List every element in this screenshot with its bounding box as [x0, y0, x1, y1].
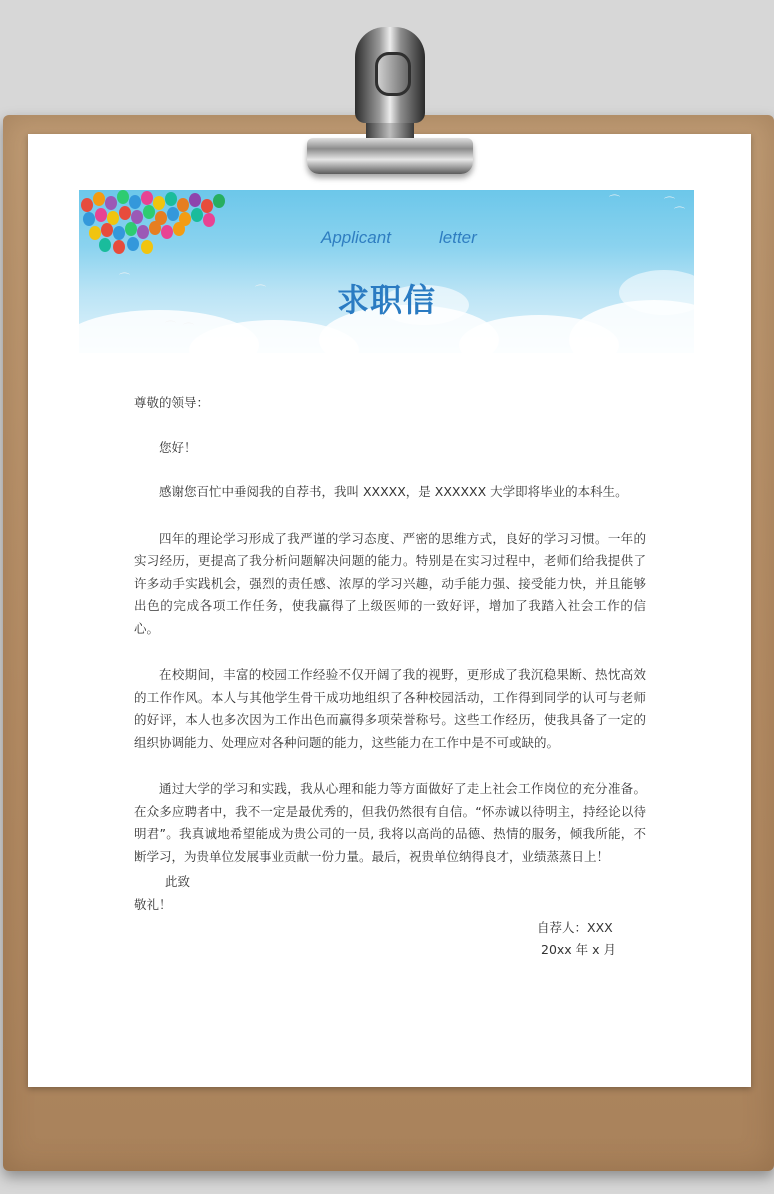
- salutation: 尊敬的领导：: [134, 395, 210, 410]
- balloon-icon: [101, 223, 113, 237]
- bird-icon: ⌒: [664, 196, 675, 209]
- balloon-icon: [153, 196, 165, 210]
- bird-icon: ⌒: [165, 320, 176, 333]
- balloon-icon: [117, 190, 129, 204]
- greeting: 您好！: [159, 439, 197, 455]
- balloon-icon: [165, 192, 177, 206]
- closing: 此致: [165, 874, 191, 889]
- banner-subtitle-applicant: Applicant: [321, 228, 391, 247]
- paragraph-4: 通过大学的学习和实践，我从心理和能力等方面做好了走上社会工作岗位的充分准备。在众多应聘者中，我不一定是最优秀的，但我仍然很有自信。“怀赤诚以待明主，持经论以待明君”。我真诚地希望能成为贵公司的一员, 我将以高尚的品德、热情的服务，倾我所能，不断学习，为贵单位发展事业贡献一份力量。最后，祝贵单位纳得良才，业绩蒸蒸日上！: [134, 781, 646, 864]
- balloon-icon: [93, 192, 105, 206]
- balloon-icon: [95, 208, 107, 222]
- bird-icon: ⌒: [609, 194, 620, 207]
- balloon-icon: [149, 221, 161, 235]
- bird-icon: ⌒: [255, 284, 266, 297]
- balloon-icon: [203, 213, 215, 227]
- balloon-icon: [119, 206, 131, 220]
- balloon-icon: [143, 205, 155, 219]
- bird-icon: ⌒: [674, 206, 685, 219]
- balloon-icon: [177, 198, 189, 212]
- balloon-icon: [113, 226, 125, 240]
- balloon-icon: [127, 237, 139, 251]
- banner-subtitle-letter: letter: [439, 228, 477, 247]
- date: 20xx 年 x 月: [541, 942, 617, 957]
- clip-base: [307, 138, 473, 174]
- balloon-icon: [83, 212, 95, 226]
- letter-body: [134, 392, 646, 868]
- balloon-icon: [213, 194, 225, 208]
- balloon-icon: [167, 207, 179, 221]
- paragraph-2: 四年的理论学习形成了我严谨的学习态度、严密的思维方式，良好的学习习惯。一年的实习经历，更提高了我分析问题解决问题的能力。特别是在实习过程中，老师们给我提供了许多动手实践机会，强烈的责任感、浓厚的学习兴趣，动手能力强、接受能力快，并且能够出色的完成各项工作任务，使我赢得了上级医师的一致好评，增加了我踏入社会工作的信心。: [134, 530, 646, 636]
- balloon-icon: [173, 222, 185, 236]
- balloon-icon: [89, 226, 101, 240]
- signature: 自荐人：XXX: [537, 920, 613, 935]
- bird-icon: ⌒: [183, 322, 194, 335]
- balloon-icon: [105, 196, 117, 210]
- balloon-icon: [191, 208, 203, 222]
- balloon-icon: [129, 195, 141, 209]
- balloon-icon: [201, 199, 213, 213]
- paragraph-1: 感谢您百忙中垂阅我的自荐书，我叫 XXXXX，是 XXXXXX 大学即将毕业的本科生。: [159, 484, 628, 499]
- bird-icon: ⌒: [119, 272, 130, 285]
- balloon-icon: [161, 225, 173, 239]
- balloon-icon: [99, 238, 111, 252]
- balloon-icon: [141, 191, 153, 205]
- balloon-icon: [141, 240, 153, 254]
- page-title: 求职信: [336, 281, 436, 319]
- balloon-icon: [113, 240, 125, 254]
- balloon-icon: [137, 225, 149, 239]
- balloon-icon: [125, 222, 137, 236]
- paragraph-3: 在校期间，丰富的校园工作经验不仅开阔了我的视野，更形成了我沉稳果断、热忱高效的工作作风。本人与其他学生骨干成功地组织了各种校园活动，工作得到同学的认可与老师的好评，本人也多次因为工作出色而赢得多项荣誉称号。这些工作经历，使我具备了一定的组织协调能力、处理应对各种问题的能力，这些能力在工作中是不可或缺的。: [134, 667, 646, 750]
- clip-hole: [375, 52, 411, 96]
- balloon-icon: [189, 193, 201, 207]
- salute: 敬礼！: [134, 897, 172, 912]
- header-banner: [79, 190, 694, 353]
- balloon-icon: [81, 198, 93, 212]
